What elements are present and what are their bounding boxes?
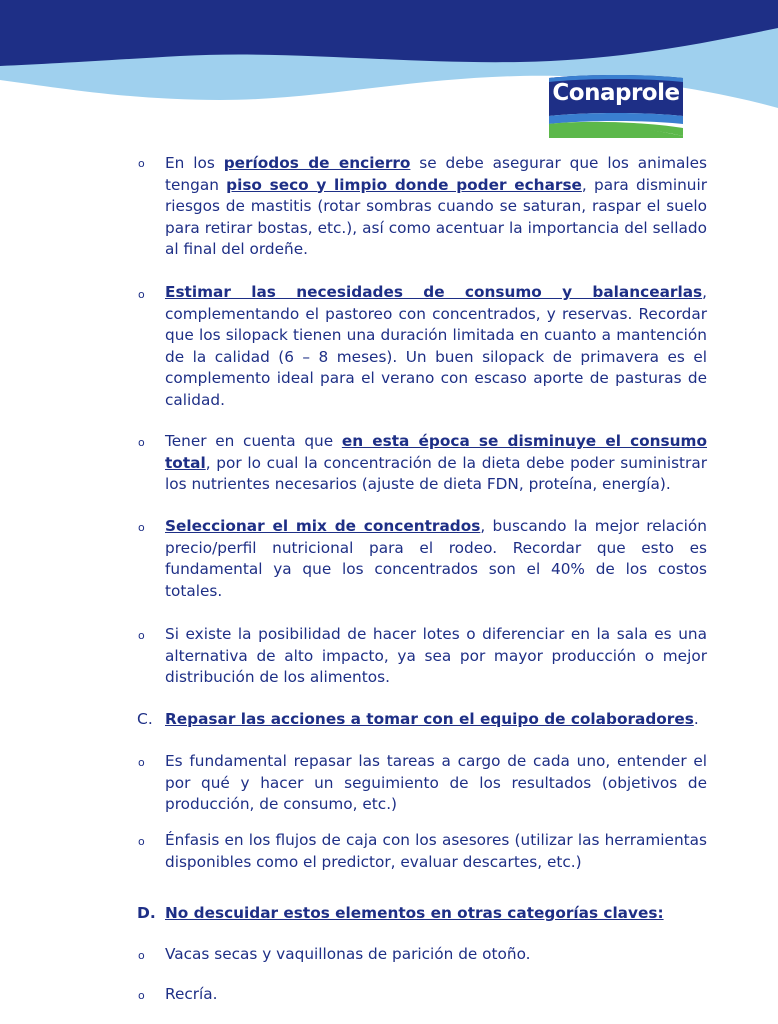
list-item bbox=[165, 431, 707, 496]
item-text: Si existe la posibilidad de hacer lotes o diferenciar en la sala es una alternativa de alto impacto, ya sea por mayor producción o mejor distribución de los alimentos. bbox=[165, 625, 707, 686]
item-text: , para disminuir riesgos de mastitis (rotar sombras cuando se saturan, raspar el suelo para retirar bostas, etc.), así como acentuar la importancia del sellado al final del ordeñe. bbox=[165, 175, 707, 258]
item-text: , complementando el pastoreo con concentrados, y reservas. Recordar que los silopack tienen una duración limitada en cuanto a mantención de la calidad (6 – 8 meses). Un buen silopack de primavera es el complemento ideal para el verano con escaso aporte de pasturas de calidad. bbox=[165, 283, 707, 409]
list-item: Es fundamental repasar las tareas a cargo de cada uno, entender el por qué y hacer un seguimiento de los resultados (objetivos de producción, de consumo, etc.) bbox=[165, 752, 707, 813]
bullet-marker: o bbox=[138, 835, 145, 848]
highlight-text: en esta época se disminuye el consumo total bbox=[165, 432, 708, 472]
bullet-marker: o bbox=[138, 756, 145, 769]
bullet-marker: o bbox=[138, 288, 145, 301]
list-item bbox=[165, 516, 707, 602]
bullet-marker: o bbox=[138, 521, 145, 534]
highlight-text: piso seco y limpio donde poder echarse bbox=[226, 175, 582, 194]
section-title: Repasar las acciones a tomar con el equipo de colaboradores bbox=[165, 710, 694, 728]
highlight-text: Seleccionar el mix de concentrados bbox=[165, 517, 481, 535]
list-item: Énfasis en los flujos de caja con los asesores (utilizar las herramientas disponibles como el predictor, evaluar descartes, etc.) bbox=[165, 831, 707, 871]
bullet-marker: o bbox=[138, 436, 145, 449]
item-text: , buscando la mejor relación precio/perfil nutricional para el rodeo. Recordar que esto es fundamental ya que los concentrados son el 40% de los costos totales. bbox=[165, 517, 707, 600]
item-text: En los bbox=[165, 154, 224, 172]
list-item: Recría. bbox=[165, 985, 218, 1003]
section-title-suffix: . bbox=[693, 710, 699, 728]
item-text: , por lo cual la concentración de la dieta debe poder suministrar los nutrientes necesarios (ajuste de dieta FDN, proteína, energía). bbox=[165, 453, 707, 493]
bullet-marker: o bbox=[138, 629, 145, 642]
list-item bbox=[165, 624, 707, 689]
item-text: Tener en cuenta que bbox=[165, 432, 342, 450]
section-letter: C. bbox=[137, 710, 153, 728]
logo-text: Conaprole bbox=[552, 80, 680, 106]
conaprole-logo bbox=[545, 72, 687, 138]
bullet-marker: o bbox=[138, 157, 145, 170]
section-heading bbox=[165, 903, 707, 925]
list-item: Vacas secas y vaquillonas de parición de otoño. bbox=[165, 945, 531, 963]
section-title: No descuidar estos elementos en otras categorías claves: bbox=[165, 904, 664, 922]
bullet-marker: o bbox=[138, 989, 145, 1002]
bullet-marker: o bbox=[138, 949, 145, 962]
section-letter: D. bbox=[137, 904, 156, 922]
section-heading bbox=[165, 709, 707, 731]
highlight-text: Estimar las necesidades de consumo y balancearlas bbox=[165, 283, 703, 301]
list-item bbox=[165, 153, 707, 261]
item-text: se debe asegurar que los animales tengan bbox=[165, 154, 707, 194]
list-item bbox=[165, 282, 707, 411]
highlight-text: períodos de encierro bbox=[223, 154, 411, 172]
